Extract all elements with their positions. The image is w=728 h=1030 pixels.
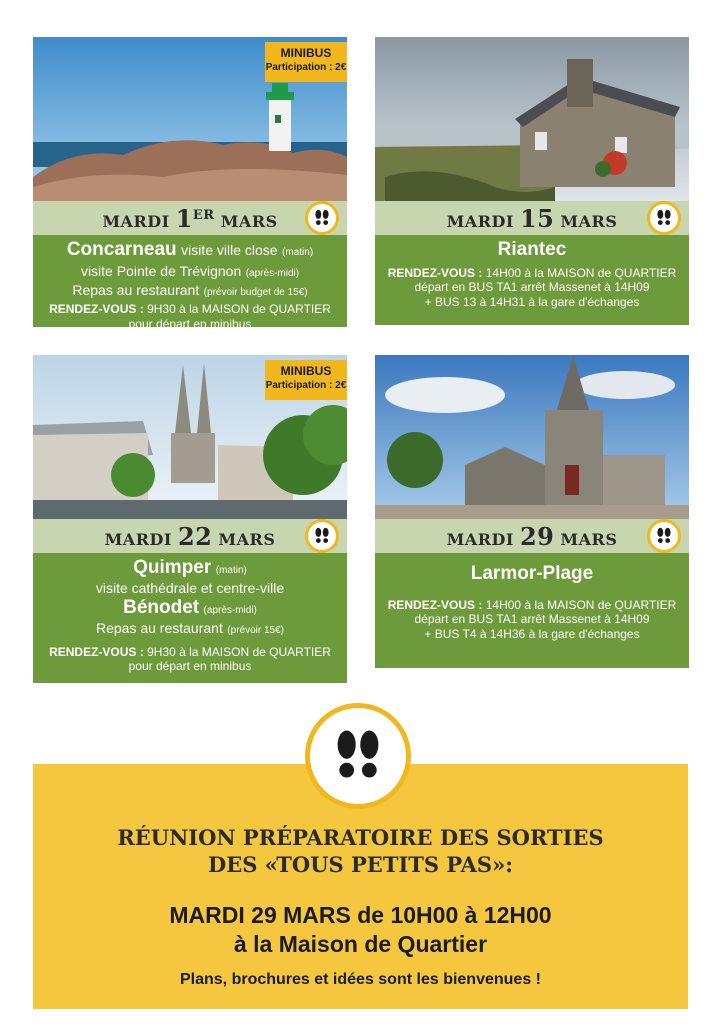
outing-card-riantec [375, 37, 689, 325]
minibus-badge [265, 360, 347, 400]
card-body: Riantec RENDEZ-VOUS : 14H00 à la MAISON de QUARTIER départ en BUS TA1 arrêt Massenet à 14H09 + BUS 13 à 14H31 à la gare d'échanges [375, 235, 689, 325]
place-name: Larmor-Plage [470, 563, 594, 584]
photo-church [375, 355, 689, 519]
footprints-icon [305, 201, 339, 235]
photo-lighthouse [33, 37, 347, 201]
footprints-icon [647, 201, 681, 235]
place-name: Quimper [133, 557, 212, 578]
date-band [33, 519, 347, 553]
place-name-2: Bénodet [123, 596, 200, 618]
place-name: Riantec [497, 239, 567, 260]
footprints-icon [305, 519, 339, 553]
card-body: Larmor-Plage RENDEZ-VOUS : 14H00 à la MAISON de QUARTIER départ en BUS TA1 arrêt Massenet à 14H09 + BUS T4 à 14H36 à la gare d'échanges [375, 553, 689, 668]
outing-card-concarneau [33, 37, 347, 331]
date-label: MARDI 1ER MARS [102, 203, 278, 233]
date-band [33, 201, 347, 235]
minibus-participation: Participation : 2€ [265, 380, 347, 391]
card-body: Concarneau visite ville close (matin) visite Pointe de Trévignon (après-midi) Repas au restaurant (prévoir budget de 15€) RENDEZ-VOUS : 9H30 à la MAISON de QUARTIER pour départ en minibus [33, 235, 347, 327]
place-name: Concarneau [66, 239, 177, 260]
meeting-note: Plans, brochures et idées sont les bienvenues ! [179, 971, 541, 988]
meeting-heading: RÉUNION PRÉPARATOIRE DES SORTIES DES «TOUS PETITS PAS»: [117, 825, 604, 878]
card-body: Quimper (matin) visite cathédrale et centre-ville Bénodet (après-midi) Repas au restaurant (prévoir 15€) RENDEZ-VOUS : 9H30 à la MAISON de QUARTIER pour départ en minibus [33, 553, 347, 683]
date-label: MARDI 22 MARS [104, 521, 276, 551]
minibus-participation: Participation : 2€ [265, 62, 347, 73]
date-label: MARDI 15 MARS [446, 203, 618, 233]
footprints-icon [647, 519, 681, 553]
photo-stone-house [375, 37, 689, 201]
date-band [375, 519, 689, 553]
photo-cathedral-town [33, 355, 347, 519]
minibus-badge [265, 42, 347, 82]
meeting-datetime: MARDI 29 MARS de 10H00 à 12H00 à la Maison de Quartier [169, 902, 552, 957]
minibus-title: MINIBUS [280, 364, 332, 378]
outing-card-larmor-plage [375, 355, 689, 668]
minibus-title: MINIBUS [280, 46, 332, 60]
date-label: MARDI 29 MARS [446, 521, 618, 551]
date-band [375, 201, 689, 235]
outing-card-quimper [33, 355, 347, 683]
footprints-icon-large [305, 703, 411, 809]
